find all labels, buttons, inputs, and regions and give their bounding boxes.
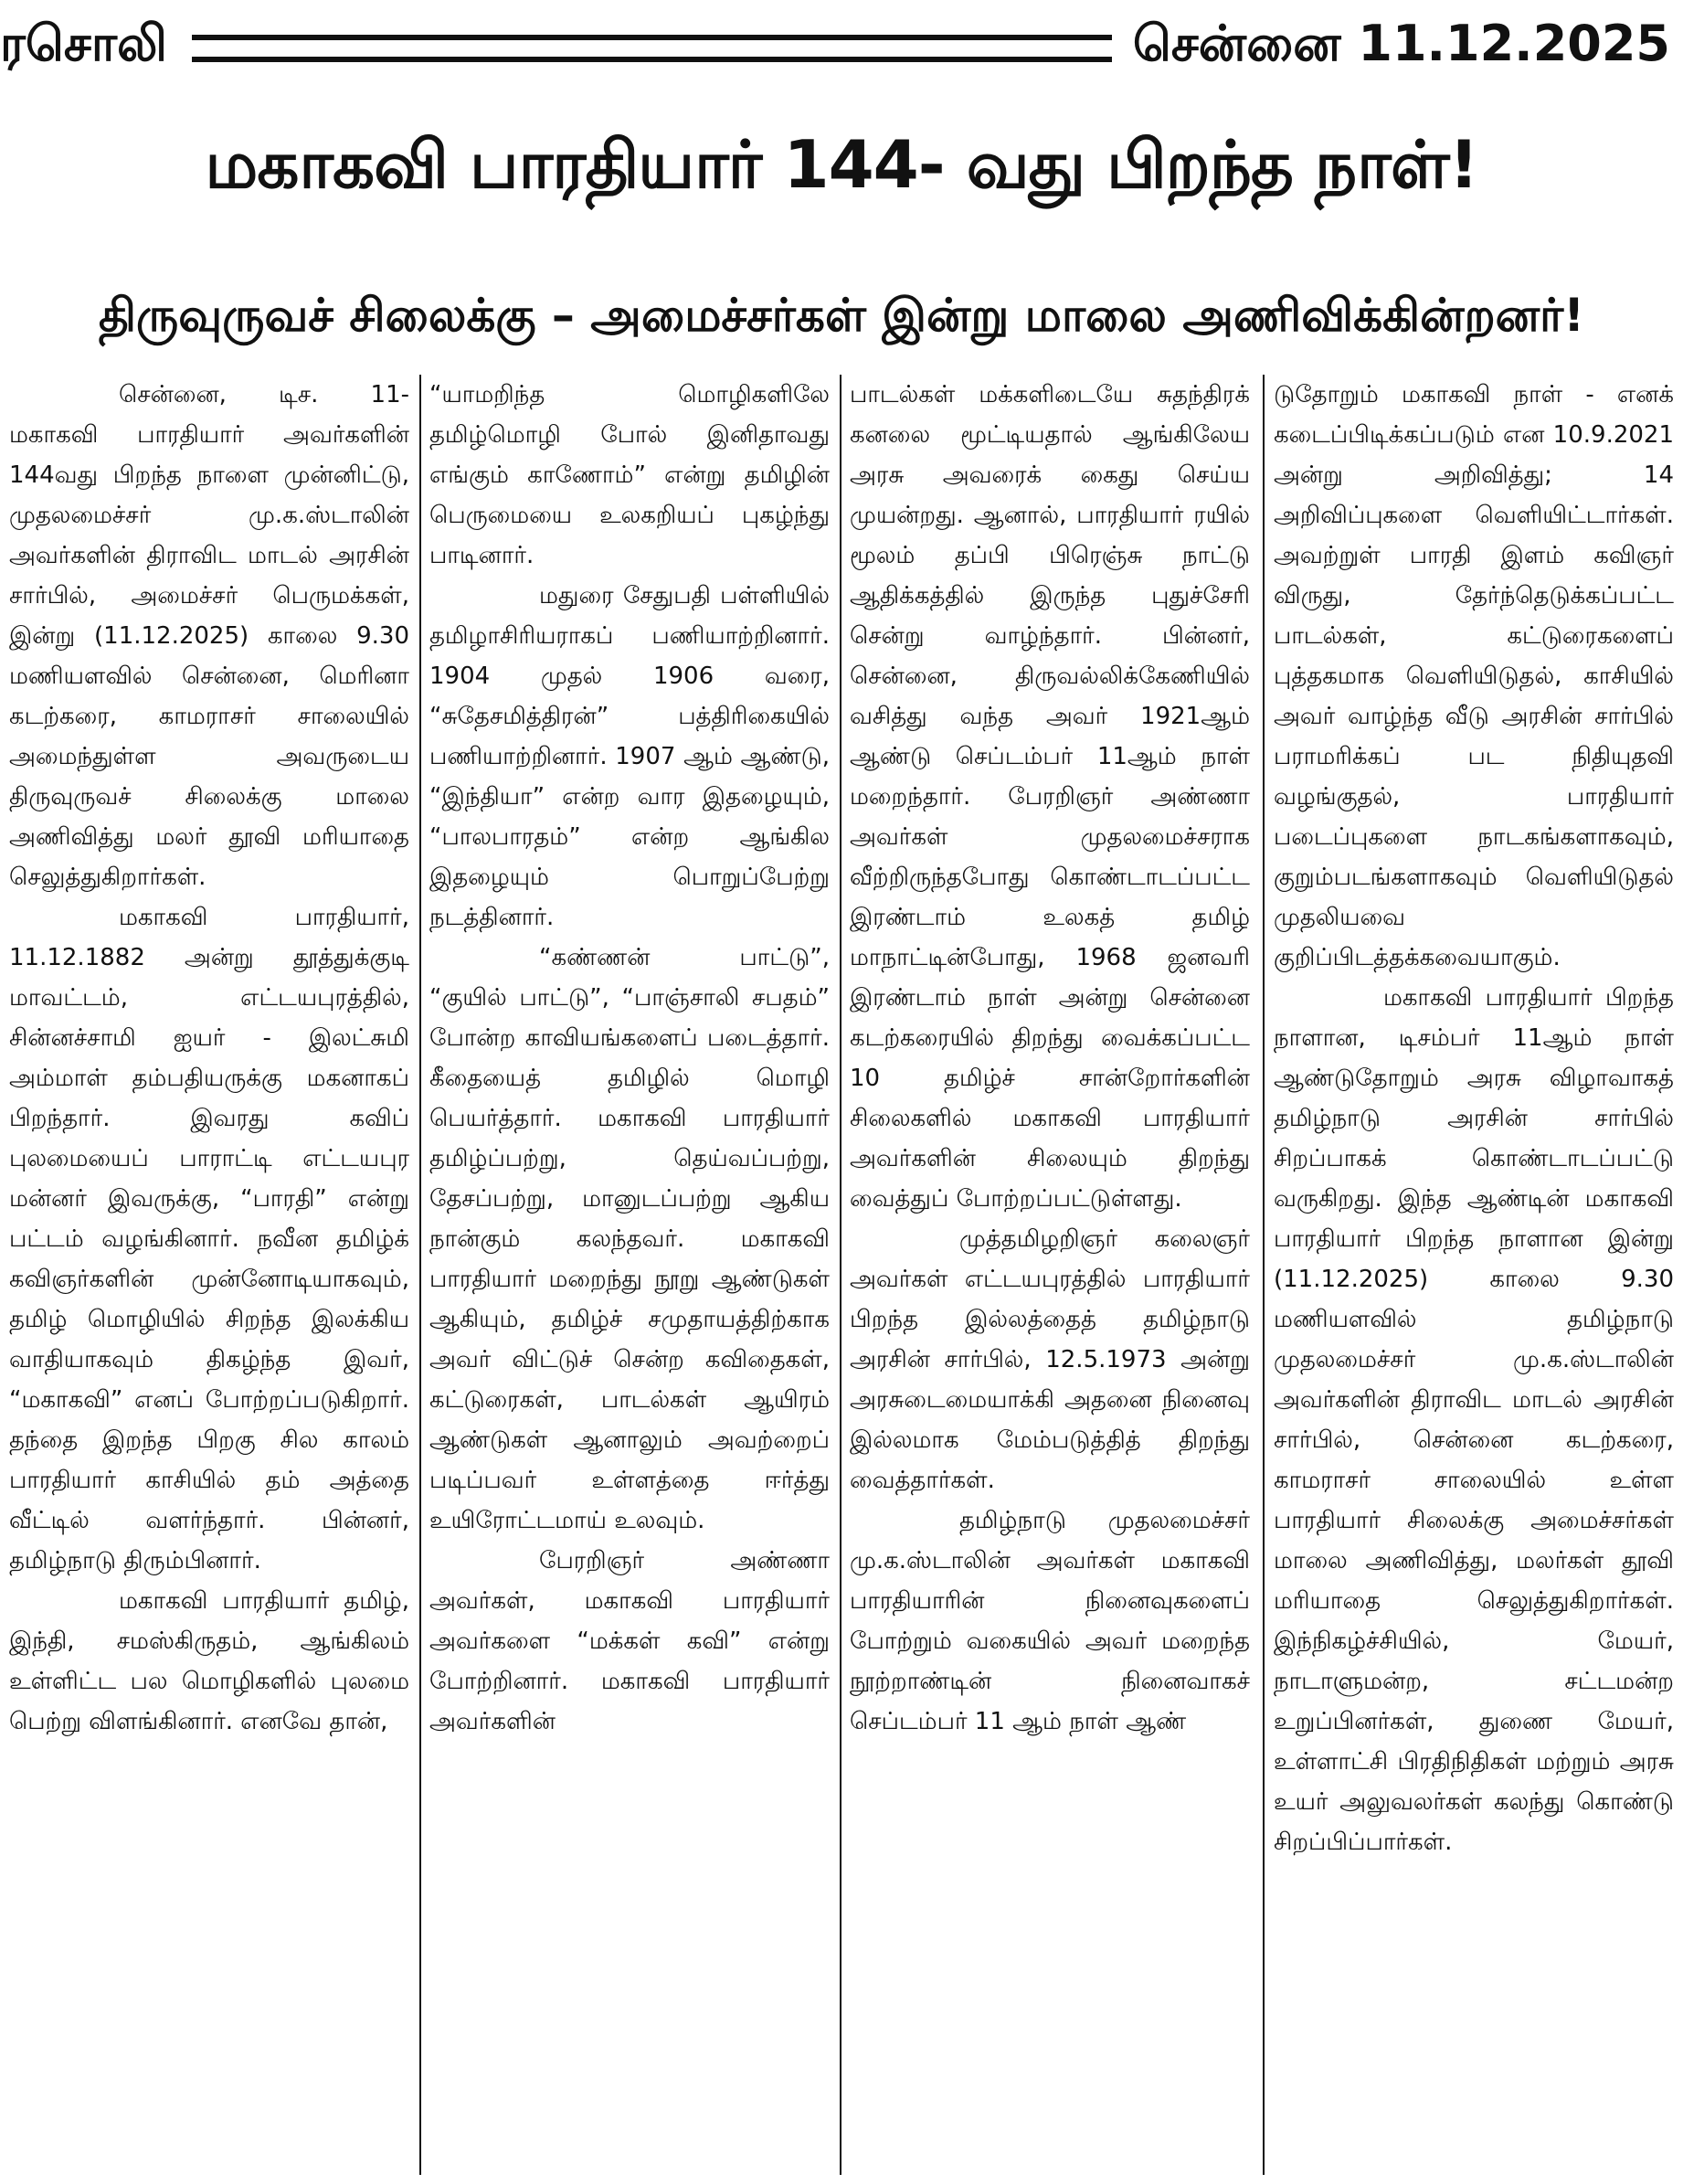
headline: மகாகவி பாரதியார் 144- வது பிறந்த நாள்!: [205, 126, 1478, 203]
article-column-4: [1274, 375, 1674, 2175]
article-paragraph: டுதோறும் மகாகவி நாள் - எனக் கடைப்பிடிக்கப்படும் என 10.9.2021 அன்று அறிவித்து; 14 அறிவிப்புகளை வெளியிட்டார்கள். அவற்றுள் பாரதி இளம் கவிஞர் விருது, தேர்ந்தெடுக்கப்பட்ட பாடல்கள், கட்டுரைகளைப் புத்தகமாக வெளியிடுதல், காசியில் அவர் வாழ்ந்த வீடு அரசின் சார்பில் பராமரிக்கப் பட நிதியுதவி வழங்குதல், பாரதியார் படைப்புகளை நாடகங்களாகவும், குறும்படங்களாகவும் வெளியிடுதல் முதலியவை குறிப்பிடத்தக்கவையாகும்.: [1274, 381, 1674, 971]
article-paragraph: மகாகவி பாரதியார் தமிழ், இந்தி, சமஸ்கிருதம், ஆங்கிலம் உள்ளிட்ட பல மொழிகளில் புலமை பெற்று விளங்கினார். எனவே தான்,: [9, 1587, 409, 1735]
article-column-3: [850, 375, 1250, 2175]
masthead: [0, 0, 1683, 91]
subheadline: திருவுருவச் சிலைக்கு – அமைச்சர்கள் இன்று மாலை அணிவிக்கின்றனர்!: [98, 289, 1585, 342]
article-column-2: [429, 375, 830, 2175]
dateline: சென்னை 11.12.2025: [1132, 15, 1670, 72]
article-paragraph: மகாகவி பாரதியார் பிறந்த நாளான, டிசம்பர் 11ஆம் நாள் ஆண்டுதோறும் அரசு விழாவாகத் தமிழ்நாடு அரசின் சார்பில் சிறப்பாகக் கொண்டாடப்பட்டு வருகிறது. இந்த ஆண்டின் மகாகவி பாரதியார் பிறந்த நாளான இன்று (11.12.2025) காலை 9.30 மணியளவில் தமிழ்நாடு முதலமைச்சர் மு.க.ஸ்டாலின் அவர்களின் திராவிட மாடல் அரசின் சார்பில், சென்னை கடற்கரை, காமராசர் சாலையில் உள்ள பாரதியார் சிலைக்கு அமைச்சர்கள் மாலை அணிவித்து, மலர்கள் தூவி மரியாதை செலுத்துகிறார்கள். இந்நிகழ்ச்சியில், மேயர், நாடாளுமன்ற, சட்டமன்ற உறுப்பினர்கள், துணை மேயர், உள்ளாட்சி பிரதிநிதிகள் மற்றும் அரசு உயர் அலுவலர்கள் கலந்து கொண்டு சிறப்பிப்பார்கள்.: [1274, 984, 1674, 1856]
column-divider: [1263, 375, 1265, 2175]
article-paragraph: “கண்ணன் பாட்டு”, “குயில் பாட்டு”, “பாஞ்சாலி சபதம்” போன்ற காவியங்களைப் படைத்தார். கீதையைத் தமிழில் மொழி பெயர்த்தார். மகாகவி பாரதியார் தமிழ்ப்பற்று, தெய்வப்பற்று, தேசப்பற்று, மானுடப்பற்று ஆகிய நான்கும் கலந்தவர். மகாகவி பாரதியார் மறைந்து நூறு ஆண்டுகள் ஆகியும், தமிழ்ச் சமுதாயத்திற்காக அவர் விட்டுச் சென்ற கவிதைகள், கட்டுரைகள், பாடல்கள் ஆயிரம் ஆண்டுகள் ஆனாலும் அவற்றைப் படிப்பவர் உள்ளத்தை ஈர்த்து உயிரோட்டமாய் உலவும்.: [429, 944, 830, 1534]
article-column-1: [9, 375, 409, 2175]
article-paragraph: தமிழ்நாடு முதலமைச்சர் மு.க.ஸ்டாலின் அவர்கள் மகாகவி பாரதியாரின் நினைவுகளைப் போற்றும் வகையில் அவர் மறைந்த நூற்றாண்டின் நினைவாகச் செப்டம்பர் 11 ஆம் நாள் ஆண்: [850, 1507, 1250, 1735]
article-paragraph: மதுரை சேதுபதி பள்ளியில் தமிழாசிரியராகப் பணியாற்றினார். 1904 முதல் 1906 வரை, “சுதேசமித்திரன்” பத்திரிகையில் பணியாற்றினார். 1907 ஆம் ஆண்டு, “இந்தியா” என்ற வார இதழையும், “பாலபாரதம்” என்ற ஆங்கில இதழையும் பொறுப்பேற்று நடத்தினார்.: [429, 582, 830, 931]
column-divider: [419, 375, 421, 2175]
article-paragraph: பேரறிஞர் அண்ணா அவர்கள், மகாகவி பாரதியார் அவர்களை “மக்கள் கவி” என்று போற்றினார். மகாகவி பாரதியார் அவர்களின்: [429, 1547, 830, 1735]
article-paragraph: மகாகவி பாரதியார், 11.12.1882 அன்று தூத்துக்குடி மாவட்டம், எட்டயபுரத்தில், சின்னச்சாமி ஐயர் - இலட்சுமி அம்மாள் தம்பதியருக்கு மகனாகப் பிறந்தார். இவரது கவிப் புலமையைப் பாராட்டி எட்டயபுர மன்னர் இவருக்கு, “பாரதி” என்று பட்டம் வழங்கினார். நவீன தமிழ்க் கவிஞர்களின் முன்னோடியாகவும், தமிழ் மொழியில் சிறந்த இலக்கிய வாதியாகவும் திகழ்ந்த இவர், “மகாகவி” எனப் போற்றப்படுகிறார். தந்தை இறந்த பிறகு சில காலம் பாரதியார் காசியில் தம் அத்தை வீட்டில் வளர்ந்தார். பின்னர், தமிழ்நாடு திரும்பினார்.: [9, 904, 409, 1574]
column-divider: [840, 375, 842, 2175]
article-paragraph: சென்னை, டிச. 11- மகாகவி பாரதியார் அவர்களின் 144வது பிறந்த நாளை முன்னிட்டு, முதலமைச்சர் மு.க.ஸ்டாலின் அவர்களின் திராவிட மாடல் அரசின் சார்பில், அமைச்சர் பெருமக்கள், இன்று (11.12.2025) காலை 9.30 மணியளவில் சென்னை, மெரினா கடற்கரை, காமராசர் சாலையில் அமைந்துள்ள அவருடைய திருவுருவச் சிலைக்கு மாலை அணிவித்து மலர் தூவி மரியாதை செலுத்துகிறார்கள்.: [9, 381, 409, 891]
article-paragraph: “யாமறிந்த மொழிகளிலே தமிழ்மொழி போல் இனிதாவது எங்கும் காணோம்” என்று தமிழின் பெருமையை உலகறியப் புகழ்ந்து பாடினார்.: [429, 381, 830, 569]
newspaper-name: ரசொலி: [0, 15, 168, 72]
masthead-rule: [192, 35, 1112, 62]
article-body: [9, 375, 1674, 2175]
article-paragraph: முத்தமிழறிஞர் கலைஞர் அவர்கள் எட்டயபுரத்தில் பாரதியார் பிறந்த இல்லத்தைத் தமிழ்நாடு அரசின் சார்பில், 12.5.1973 அன்று அரசுடைமையாக்கி அதனை நினைவு இல்லமாக மேம்படுத்தித் திறந்து வைத்தார்கள்.: [850, 1225, 1250, 1494]
article-paragraph: பாடல்கள் மக்களிடையே சுதந்திரக் கனலை மூட்டியதால் ஆங்கிலேய அரசு அவரைக் கைது செய்ய முயன்றது. ஆனால், பாரதியார் ரயில் மூலம் தப்பி பிரெஞ்சு நாட்டு ஆதிக்கத்தில் இருந்த புதுச்சேரி சென்று வாழ்ந்தார். பின்னர், சென்னை, திருவல்லிக்கேணியில் வசித்து வந்த அவர் 1921ஆம் ஆண்டு செப்டம்பர் 11ஆம் நாள் மறைந்தார். பேரறிஞர் அண்ணா அவர்கள் முதலமைச்சராக வீற்றிருந்தபோது கொண்டாடப்பட்ட இரண்டாம் உலகத் தமிழ் மாநாட்டின்போது, 1968 ஜனவரி இரண்டாம் நாள் அன்று சென்னை கடற்கரையில் திறந்து வைக்கப்பட்ட 10 தமிழ்ச் சான்றோர்களின் சிலைகளில் மகாகவி பாரதியார் அவர்களின் சிலையும் திறந்து வைத்துப் போற்றப்பட்டுள்ளது.: [850, 381, 1250, 1213]
